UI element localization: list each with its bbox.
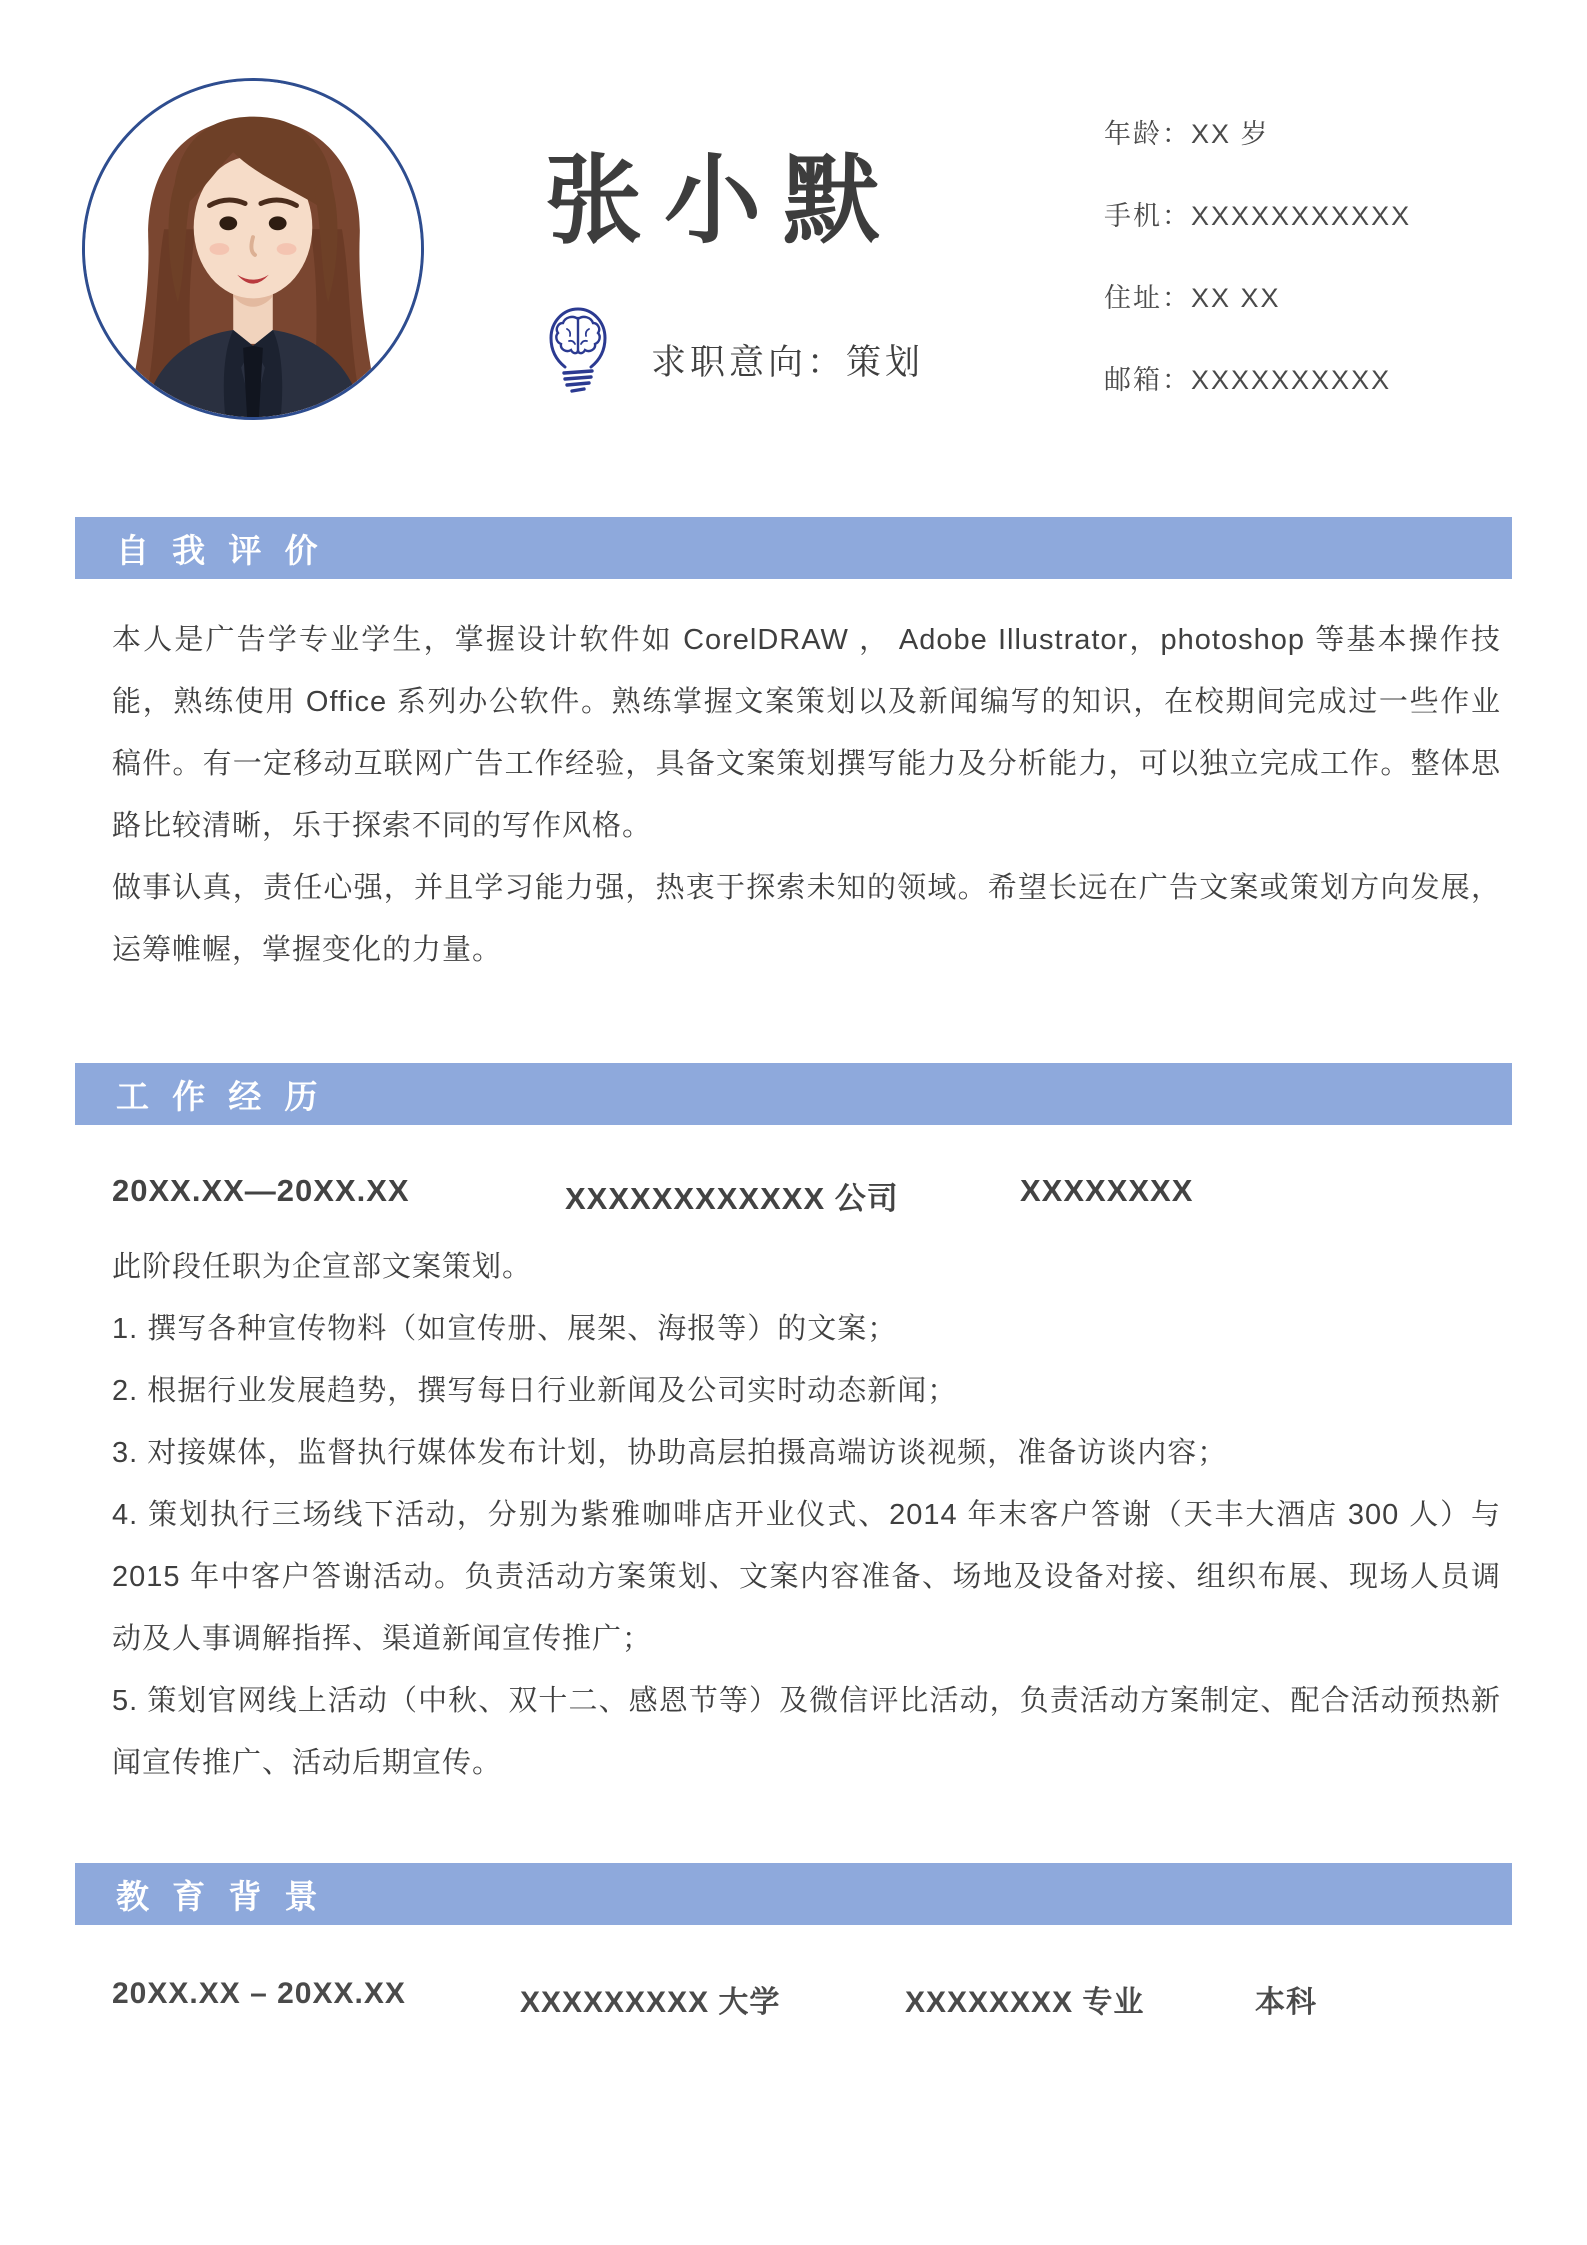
- contact-value: XXXXXXXXXXX: [1191, 201, 1412, 231]
- work-detail-line: 2. 根据行业发展趋势，撰写每日行业新闻及公司实时动态新闻；: [112, 1375, 958, 1407]
- contact-row-phone: [1104, 194, 1411, 276]
- section-bar-self-evaluation: [75, 517, 1512, 579]
- section-bar-work-experience: [75, 1063, 1512, 1125]
- contact-value: XX 岁: [1191, 119, 1270, 149]
- job-intention-label: 求职意向：策划: [651, 343, 925, 382]
- education-school: XXXXXXXXX 大学: [520, 1986, 781, 2019]
- avatar-illustration: [85, 81, 421, 417]
- work-detail-line: 此阶段任职为企宣部文案策划。: [112, 1251, 533, 1283]
- job-intention: [547, 305, 924, 403]
- section-title: 工 作 经 历: [116, 1077, 325, 1115]
- contact-row-age: [1104, 112, 1411, 194]
- self-evaluation-paragraph: 本人是广告学专业学生，掌握设计软件如 CorelDRAW ， Adobe Illustrator，photoshop 等基本操作技能，熟练使用 Office 系列办公软件。熟练掌握文案策划以及新闻编写的知识，在校期间完成过一些作业稿件。有一定移动互联网广告工作经验，具备文案策划撰写能力及分析能力，可以独立完成工作。整体思路比较清晰，乐于探索不同的写作风格。: [112, 624, 1501, 842]
- contact-row-address: [1104, 276, 1411, 358]
- resume-header: [0, 0, 1587, 517]
- contact-label: 邮箱：: [1104, 365, 1191, 395]
- work-detail-line: 5. 策划官网线上活动（中秋、双十二、感恩节等）及微信评比活动，负责活动方案制定、配合活动预热新闻宣传推广、活动后期宣传。: [112, 1685, 1501, 1779]
- section-title: 教 育 背 景: [116, 1877, 325, 1915]
- work-period: 20XX.XX—20XX.XX: [112, 1173, 410, 1208]
- section-bar-education: [75, 1863, 1512, 1925]
- contact-value: XXXXXXXXXX: [1191, 365, 1392, 395]
- self-evaluation-body: [112, 609, 1501, 981]
- section-title: 自 我 评 价: [116, 531, 325, 569]
- work-detail-line: 3. 对接媒体，监督执行媒体发布计划，协助高层拍摄高端访谈视频，准备访谈内容；: [112, 1437, 1228, 1469]
- contact-value: XX XX: [1191, 283, 1281, 313]
- education-major: XXXXXXXX 专业: [905, 1986, 1145, 2019]
- education-row: [112, 1977, 1512, 2021]
- contact-label: 年龄：: [1104, 119, 1191, 149]
- work-position: XXXXXXXX: [1020, 1173, 1194, 1208]
- candidate-name: 张小默: [545, 146, 902, 255]
- education-period: 20XX.XX – 20XX.XX: [112, 1977, 406, 2010]
- contact-label: 住址：: [1104, 283, 1191, 313]
- contact-row-email: [1104, 358, 1411, 440]
- education-degree: 本科: [1255, 1986, 1317, 2019]
- work-company: XXXXXXXXXXXX 公司: [565, 1181, 899, 1216]
- work-detail-line: 1. 撰写各种宣传物料（如宣传册、展架、海报等）的文案；: [112, 1313, 898, 1345]
- work-experience-heading: [112, 1173, 1512, 1218]
- lightbulb-brain-icon: [547, 305, 609, 403]
- work-detail-line: 4. 策划执行三场线下活动，分别为紫雅咖啡店开业仪式、2014 年末客户答谢（天丰大酒店 300 人）与 2015 年中客户答谢活动。负责活动方案策划、文案内容准备、场地及设备对接、组织布展、现场人员调动及人事调解指挥、渠道新闻宣传推广；: [112, 1499, 1501, 1655]
- contact-label: 手机：: [1104, 201, 1191, 231]
- self-evaluation-paragraph: 做事认真，责任心强，并且学习能力强，热衷于探索未知的领域。希望长远在广告文案或策划方向发展，运筹帷幄，掌握变化的力量。: [112, 872, 1501, 966]
- work-experience-details: [112, 1236, 1501, 1794]
- avatar: [82, 78, 424, 420]
- contact-info: [1104, 112, 1411, 440]
